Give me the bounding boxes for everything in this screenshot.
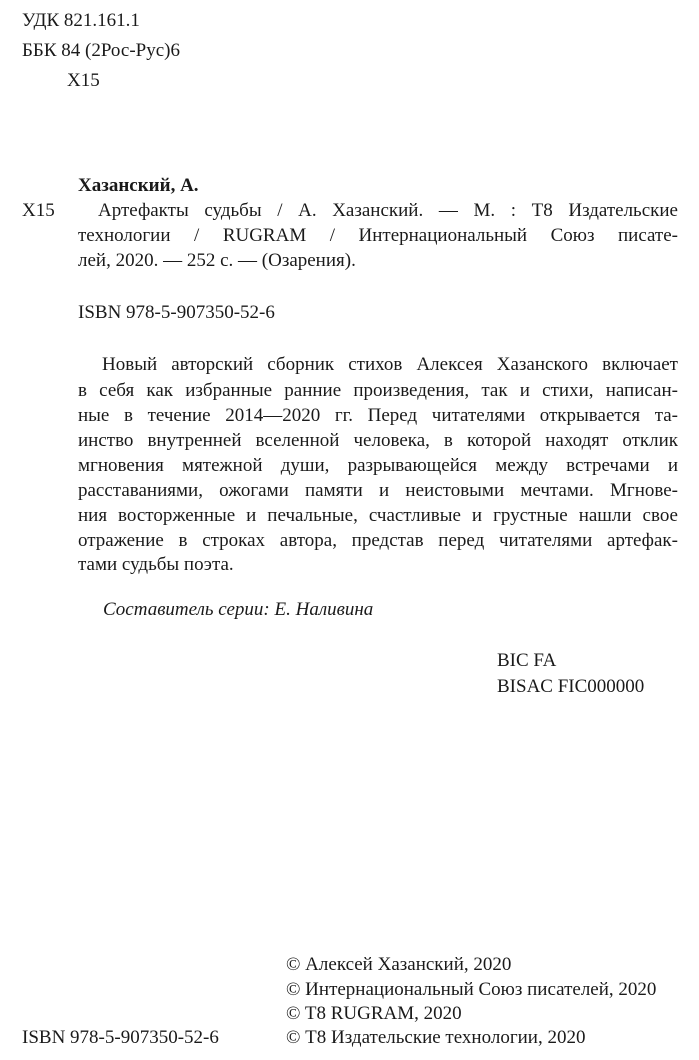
footer-isbn: ISBN 978-5-907350-52-6 (22, 1027, 219, 1048)
bbk-code: ББК 84 (2Рос-Рус)6 (22, 40, 180, 61)
copyright-line: © Алексей Хазанский, 2020 (286, 954, 512, 975)
bibliographic-line: Артефакты судьбы / А. Хазанский. — М. : Т8 Издательские (98, 200, 678, 221)
series-compiler: Составитель серии: Е. Наливина (103, 599, 374, 620)
annotation-line: в себя как избранные ранние произведения, так и стихи, написан- (78, 380, 678, 401)
annotation-line: тами судьбы поэта. (78, 554, 234, 575)
udk-code: УДК 821.161.1 (22, 10, 140, 31)
annotation-line: расставаниями, ожогами памяти и неистовыми мечтами. Мгнове- (78, 480, 678, 501)
author-mark: Х15 (67, 70, 100, 91)
copyright-line: © Интернациональный Союз писателей, 2020 (286, 979, 657, 1000)
annotation-line: Новый авторский сборник стихов Алексея Хазанского включает (102, 354, 678, 375)
author-mark-left: Х15 (22, 200, 55, 221)
copyright-line: © Т8 Издательские технологии, 2020 (286, 1027, 586, 1048)
author-heading: Хазанский, А. (78, 175, 199, 196)
annotation-line: отражение в строках автора, представ перед читателями артефак- (78, 530, 678, 551)
bisac-code: BISAC FIC000000 (497, 676, 645, 697)
annotation-line: ные в течение 2014—2020 гг. Перед читателями открывается та- (78, 405, 678, 426)
bibliographic-line: технологии / RUGRAM / Интернациональный Союз писате- (78, 225, 678, 246)
bibliographic-line: лей, 2020. — 252 с. — (Озарения). (78, 250, 356, 271)
annotation-line: мгновения мятежной души, разрывающейся между встречами и (78, 455, 678, 476)
annotation-line: ния восторженные и печальные, счастливые и грустные нашли свое (78, 505, 678, 526)
isbn-line: ISBN 978-5-907350-52-6 (78, 302, 275, 323)
annotation-line: инство внутренней вселенной человека, в которой находят отклик (78, 430, 678, 451)
bic-code: BIC FA (497, 650, 557, 671)
copyright-line: © T8 RUGRAM, 2020 (286, 1003, 462, 1024)
